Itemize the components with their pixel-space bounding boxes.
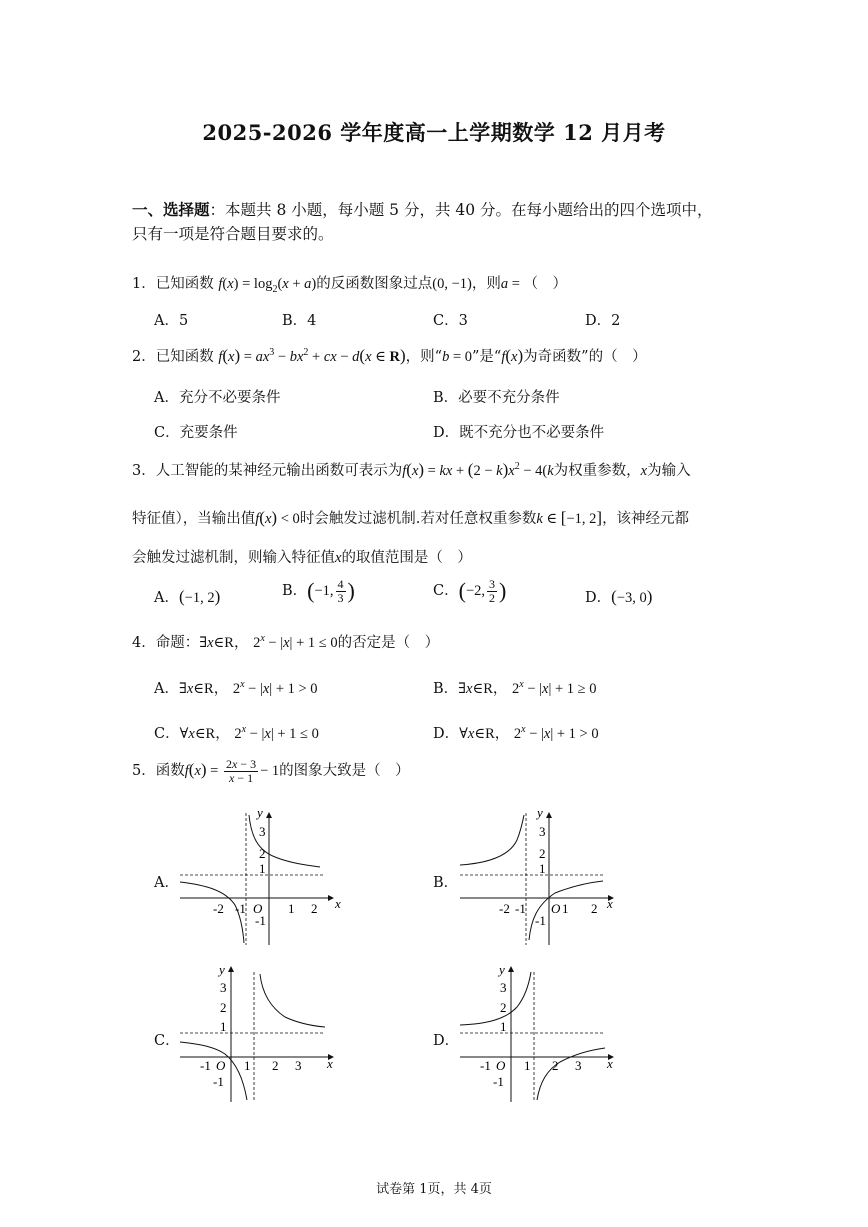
svg-text:2: 2 xyxy=(220,1000,227,1015)
q5-number: 5． xyxy=(132,763,156,780)
q3-option-c[interactable]: C．(−2, $\frac{3}{2}$ ) xyxy=(433,577,507,605)
q3-text-1: 人工智能的某神经元输出函数可表示为 xyxy=(155,463,403,479)
svg-text:O: O xyxy=(253,901,263,916)
q3-option-d-label: D． xyxy=(585,590,612,606)
question-2: 2．已知函数 $f(x) = ax^3 - bx^2$ + cx − d(x ∈ R)，则“b = 0”是“f(x)为奇函数”的（ ） xyxy=(132,346,647,365)
q2-text-2: ，则“ xyxy=(405,349,443,365)
svg-text:y: y xyxy=(257,805,263,820)
q4-option-c-label: C． xyxy=(154,726,180,742)
q2-text: 已知函数 xyxy=(155,349,214,365)
svg-text:O: O xyxy=(551,901,561,916)
svg-text:2: 2 xyxy=(272,1058,279,1073)
svg-text:-2: -2 xyxy=(499,901,510,916)
svg-text:1: 1 xyxy=(562,901,569,916)
q2-option-c[interactable]: C．充要条件 xyxy=(154,425,238,441)
svg-text:x: x xyxy=(327,1056,333,1071)
section-label: 一、选择题 xyxy=(132,200,210,219)
q3-option-b[interactable]: B．(−1, $\frac{4}{3}$ ) xyxy=(282,577,355,605)
svg-text:1: 1 xyxy=(539,861,546,876)
q3-text-4: 特征值），当输出值 xyxy=(132,511,256,527)
q4-option-a[interactable]: A．∃x∈R， $2^x - |x| + 1 > 0$ xyxy=(154,679,318,697)
q4-option-b[interactable]: B．∃x∈R， $2^x - |x| + 1 \ge 0$ xyxy=(433,679,597,697)
section-header xyxy=(132,198,713,220)
q3-text-6: ，该神经元都 xyxy=(602,511,690,527)
q1-option-c[interactable]: C．3 xyxy=(433,313,468,329)
svg-text:3: 3 xyxy=(575,1058,582,1073)
svg-text:-1: -1 xyxy=(255,913,266,928)
svg-text:-1: -1 xyxy=(535,913,546,928)
svg-text:2: 2 xyxy=(591,901,598,916)
svg-text:2: 2 xyxy=(552,1058,559,1073)
q4-text-2: 的否定是（ ） xyxy=(337,635,440,651)
svg-text:1: 1 xyxy=(259,861,266,876)
q3-text-2: 为权重参数， xyxy=(553,463,641,479)
svg-text:-1: -1 xyxy=(493,1074,504,1089)
q1-option-d[interactable]: D．2 xyxy=(585,313,621,329)
svg-text:x: x xyxy=(607,1056,613,1071)
svg-text:1: 1 xyxy=(500,1019,507,1034)
q1-option-a[interactable]: A．5 xyxy=(154,313,189,329)
q4-option-a-label: A． xyxy=(154,681,179,697)
q2-option-d[interactable]: D．既不充分也不必要条件 xyxy=(433,425,605,441)
svg-text:3: 3 xyxy=(500,980,507,995)
q2-text-4: 为奇函数”的（ ） xyxy=(523,349,647,365)
svg-text:x: x xyxy=(607,896,613,911)
q2-option-a[interactable]: A．充分不必要条件 xyxy=(154,390,281,406)
section-text-1: ：本题共 8 小题，每小题 5 分，共 40 分。在每小题给出的四个选项中， xyxy=(209,201,713,219)
question-1: 1．已知函数 $f(x) = \log_2(x + a)$的反函数图象过点(0, −1)，则a = （ ） xyxy=(132,276,568,295)
q3-text-7: 会触发过滤机制，则输入特征值 xyxy=(132,550,335,566)
svg-text:1: 1 xyxy=(288,901,295,916)
svg-text:-1: -1 xyxy=(200,1058,211,1073)
q4-text: 命题： xyxy=(155,635,200,651)
q1-text-2: 的反函数图象过点 xyxy=(316,276,433,292)
svg-text:1: 1 xyxy=(244,1058,251,1073)
svg-text:1: 1 xyxy=(524,1058,531,1073)
q3-text-5: 时会触发过滤机制.若对任意权重参数 xyxy=(299,511,537,527)
q4-option-c[interactable]: C．∀x∈R， $2^x - |x| + 1 \le 0$ xyxy=(154,724,319,742)
q3-option-a-label: A． xyxy=(154,590,179,606)
svg-text:1: 1 xyxy=(220,1019,227,1034)
graph-c xyxy=(175,962,345,1107)
q4-option-d-label: D． xyxy=(433,726,460,742)
q1-text-4: （ ） xyxy=(523,276,568,292)
question-4: 4．命题：∃x∈R， $2^x - |x| + 1 \le 0$的否定是（ ） xyxy=(132,633,440,651)
svg-text:-1: -1 xyxy=(213,1074,224,1089)
graph-a xyxy=(175,805,345,950)
question-3-line-1: 3．人工智能的某神经元输出函数可表示为f(x) = kx + $(2 - k)x^2 - 4(k$为权重参数，x为输入 xyxy=(132,460,691,479)
graph-d xyxy=(455,962,625,1107)
q4-number: 4． xyxy=(132,635,156,651)
graph-b xyxy=(455,805,625,950)
svg-text:-2: -2 xyxy=(213,901,224,916)
svg-text:2: 2 xyxy=(259,846,266,861)
section-text-2: 只有一项是符合题目要求的。 xyxy=(132,225,334,243)
question-3-line-2: 特征值），当输出值f(x) < 0时会触发过滤机制.若对任意权重参数k ∈ [−1, 2]，该神经元都 xyxy=(132,508,690,527)
q5-option-c[interactable]: C． xyxy=(154,1033,180,1049)
svg-text:y: y xyxy=(499,962,505,977)
question-5: 5．函数f(x) = $\frac{2x - 3}{x - 1}$ − 1的图象大致是（ ） xyxy=(132,757,410,785)
question-3-line-3: 会触发过滤机制，则输入特征值x的取值范围是（ ） xyxy=(132,550,472,566)
q4-option-d[interactable]: D．∀x∈R， $2^x - |x| + 1 > 0$ xyxy=(433,724,599,742)
q5-option-d[interactable]: D． xyxy=(433,1033,460,1049)
svg-text:2: 2 xyxy=(539,846,546,861)
q5-text: 函数 xyxy=(155,763,185,780)
svg-text:x: x xyxy=(335,896,341,911)
q3-option-d[interactable]: D．(−3, 0) xyxy=(585,587,653,606)
q1-text-3: ，则 xyxy=(471,276,501,292)
svg-text:-1: -1 xyxy=(480,1058,491,1073)
svg-text:y: y xyxy=(537,805,543,820)
q3-option-b-label: B． xyxy=(282,583,308,600)
svg-text:2: 2 xyxy=(500,1000,507,1015)
svg-text:3: 3 xyxy=(259,824,266,839)
svg-text:y: y xyxy=(219,962,225,977)
page-title: 2025-2026 学年度高一上学期数学 12 月月考 xyxy=(202,120,666,145)
svg-text:-1: -1 xyxy=(235,901,246,916)
q3-text-8: 的取值范围是（ ） xyxy=(341,550,472,566)
q1-text: 已知函数 xyxy=(155,276,214,292)
page-footer: 试卷第 1页，共 4页 xyxy=(376,1182,492,1197)
svg-text:3: 3 xyxy=(220,980,227,995)
svg-text:2: 2 xyxy=(311,901,318,916)
svg-text:O: O xyxy=(496,1058,506,1073)
q2-text-3: ”是“ xyxy=(472,349,502,365)
svg-text:3: 3 xyxy=(539,824,546,839)
q3-text-3: 为输入 xyxy=(647,463,691,479)
svg-text:3: 3 xyxy=(295,1058,302,1073)
q3-option-c-label: C． xyxy=(433,583,459,600)
q3-option-a[interactable]: A．(−1, 2) xyxy=(154,587,221,606)
q2-option-b[interactable]: B．必要不充分条件 xyxy=(433,390,560,406)
q5-text-2: 的图象大致是（ ） xyxy=(279,763,410,780)
q1-option-b[interactable]: B．4 xyxy=(282,313,317,329)
q5-option-a[interactable]: A． xyxy=(154,875,179,891)
q3-number: 3． xyxy=(132,463,156,479)
q4-option-b-label: B． xyxy=(433,681,459,697)
q2-number: 2． xyxy=(132,349,156,365)
svg-text:O: O xyxy=(216,1058,226,1073)
q5-option-b[interactable]: B． xyxy=(433,875,459,891)
q1-number: 1． xyxy=(132,276,156,292)
svg-text:-1: -1 xyxy=(515,901,526,916)
